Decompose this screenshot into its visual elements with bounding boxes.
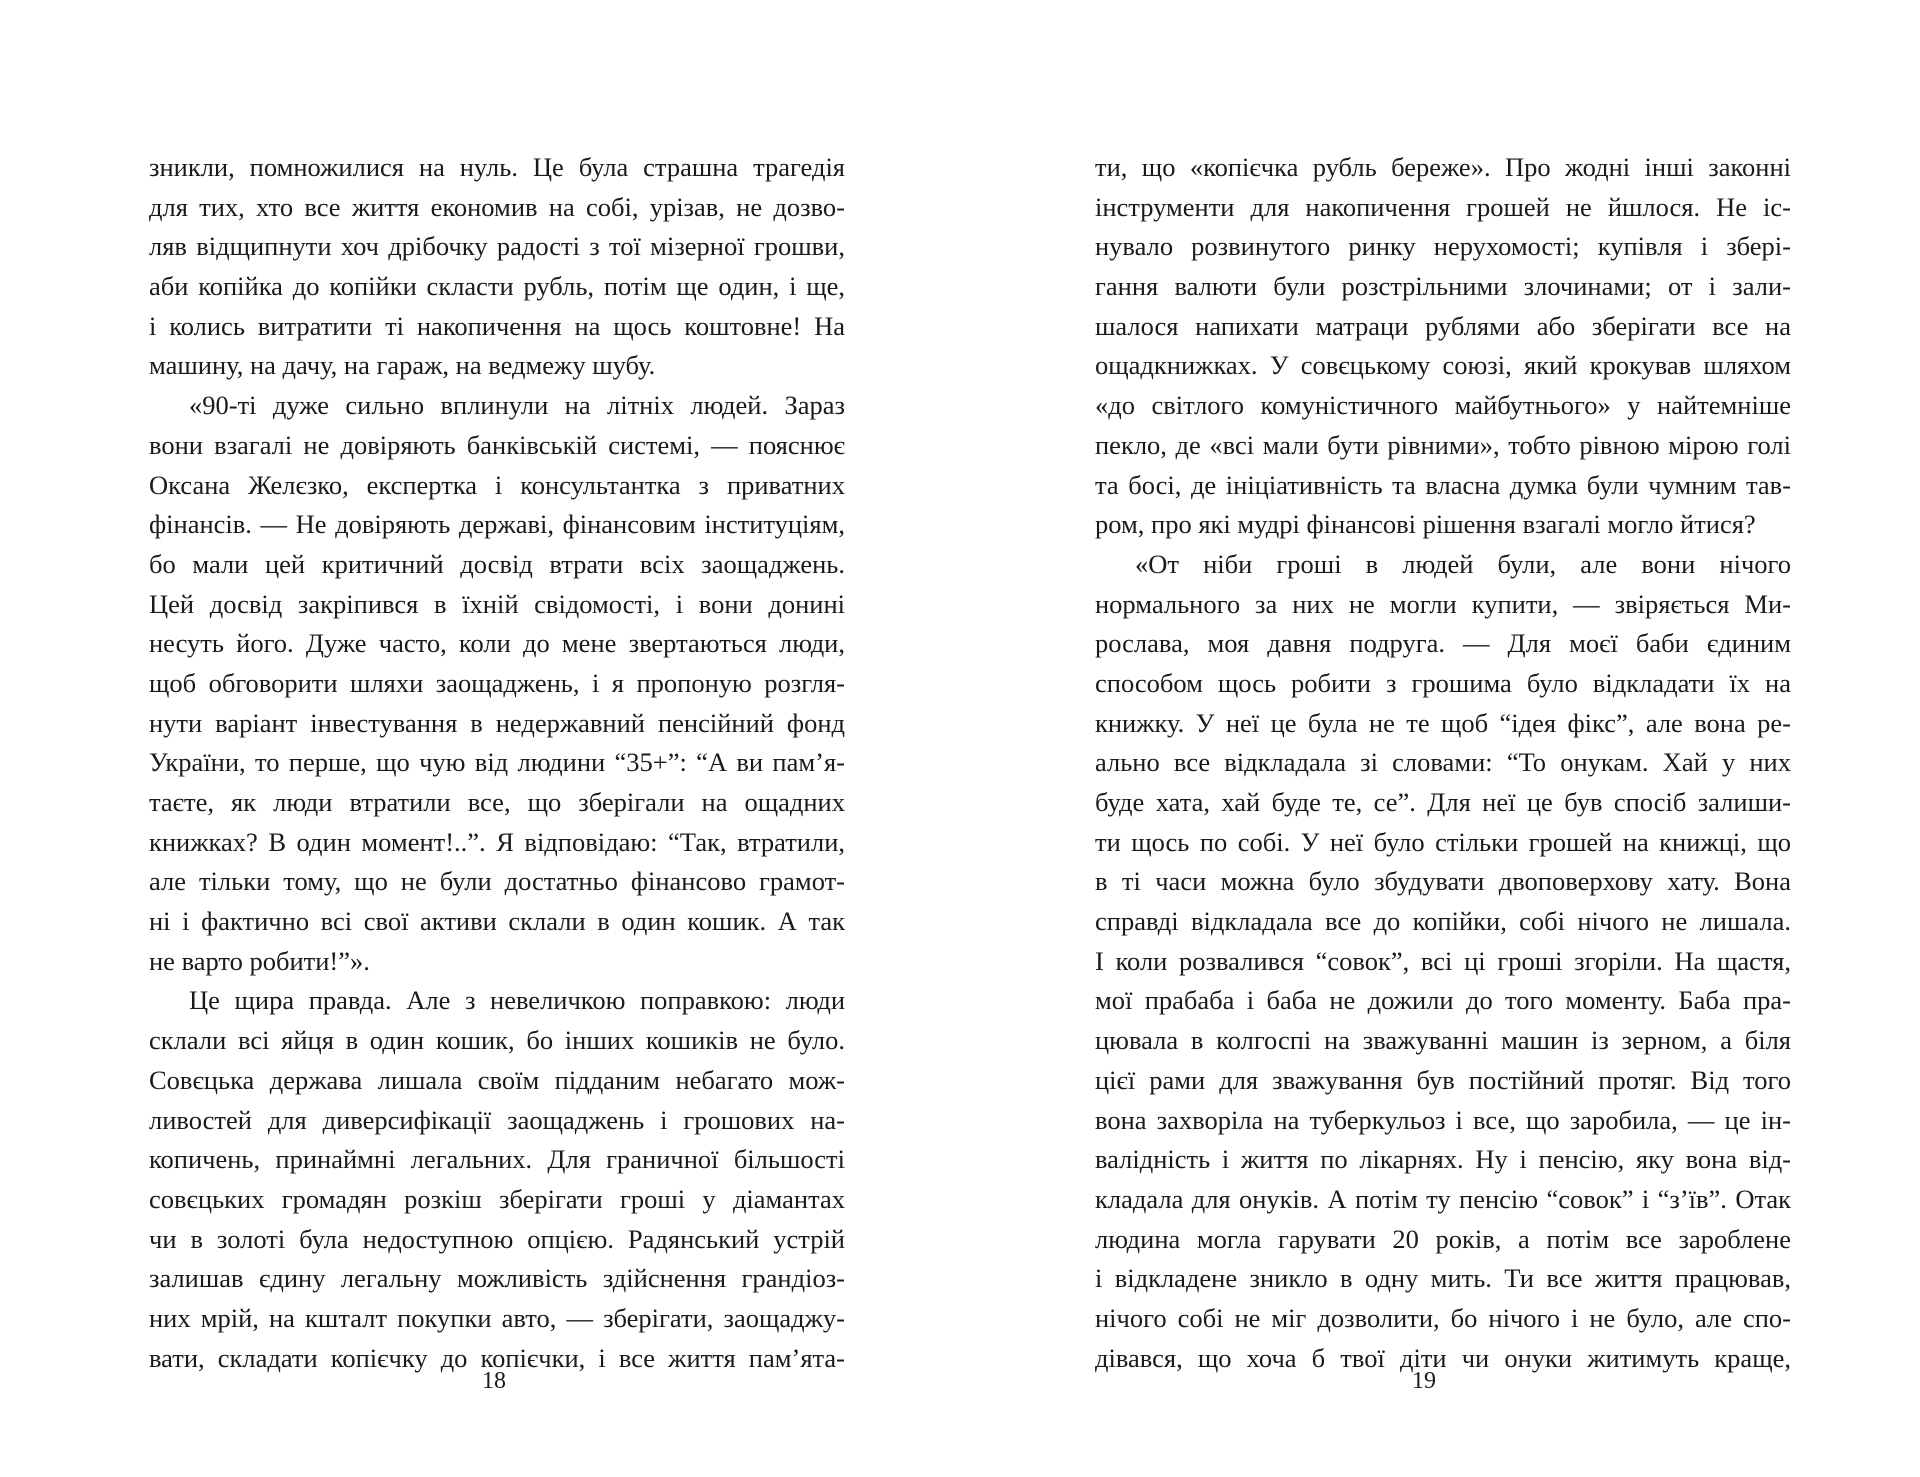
text-line: них мрій, на кшталт покупки авто, — зберігати, заощаджу- bbox=[149, 1302, 845, 1333]
text-line: машину, на дачу, на гараж, на ведмежу шубу. bbox=[149, 350, 656, 381]
text-line: ти щось по собі. У неї було стільки грошей на книжці, що bbox=[1095, 826, 1791, 857]
text-line: дівався, що хоча б твої діти чи онуки житимуть краще, bbox=[1095, 1342, 1791, 1373]
text-line: шалося напихати матраци рублями або зберігати все на bbox=[1095, 310, 1791, 341]
text-line: але тільки тому, що не були достатньо фінансово грамот- bbox=[149, 866, 845, 897]
text-line: пекло, де «всі мали бути рівними», тобто рівною мірою голі bbox=[1095, 429, 1791, 460]
text-line: І коли розвалився “совок”, всі ці гроші згоріли. На щастя, bbox=[1095, 945, 1791, 976]
text-line: України, то перше, що чую від людини “35+”: “А ви пам’я- bbox=[149, 747, 845, 778]
text-line: і колись витратити ті накопичення на щось коштовне! На bbox=[149, 310, 845, 341]
text-line: копичень, принаймні легальних. Для граничної більшості bbox=[149, 1144, 845, 1175]
text-line: кладала для онуків. А потім ту пенсію “совок” і “з’їв”. Отак bbox=[1095, 1183, 1791, 1214]
text-line: мої прабаба і баба не дожили до того моменту. Баба пра- bbox=[1095, 985, 1791, 1016]
page-number: 19 bbox=[1412, 1368, 1436, 1394]
text-line: не варто робити!”». bbox=[149, 945, 370, 976]
text-line: вати, складати копієчку до копієчки, і все життя пам’ята- bbox=[149, 1342, 845, 1373]
text-line: справді відкладала все до копійки, собі нічого не лишала. bbox=[1095, 906, 1791, 937]
text-line: в ті часи можна було збудувати двоповерхову хату. Вона bbox=[1095, 866, 1791, 897]
text-line: «От ніби гроші в людей були, але вони нічого bbox=[1135, 548, 1791, 579]
text-line: та босі, де ініціативність та власна думка були чумним тав- bbox=[1095, 469, 1791, 500]
text-line: людина могла гарувати 20 років, а потім все зароблене bbox=[1095, 1223, 1791, 1254]
text-line: нічого собі не міг дозволити, бо нічого і не було, але спо- bbox=[1095, 1302, 1791, 1333]
text-line: валідність і життя по лікарнях. Ну і пенсію, яку вона від- bbox=[1095, 1144, 1791, 1175]
text-line: нути варіант інвестування в недержавний пенсійний фонд bbox=[149, 707, 845, 738]
text-line: Це щира правда. Але з невеличкою поправкою: люди bbox=[189, 985, 845, 1016]
text-line: інструменти для накопичення грошей не йшлося. Не іс- bbox=[1095, 191, 1791, 222]
text-line: аби копійка до копійки скласти рубль, потім ще один, і ще, bbox=[149, 271, 845, 302]
text-line: гання валюти були розстрільними злочинами; от і зали- bbox=[1095, 271, 1791, 302]
text-line: Цей досвід закріпився в їхній свідомості, і вони донині bbox=[149, 588, 845, 619]
text-line: ляв відщипнути хоч дрібочку радості з тої мізерної грошви, bbox=[149, 231, 845, 262]
text-line: ощадкнижках. У совєцькому союзі, який крокував шляхом bbox=[1095, 350, 1791, 381]
text-line: щоб обговорити шляхи заощаджень, і я пропоную розгля- bbox=[149, 667, 845, 698]
text-line: совєцьких громадян розкіш зберігати гроші у діамантах bbox=[149, 1183, 845, 1214]
text-line: бо мали цей критичний досвід втрати всіх заощаджень. bbox=[149, 548, 845, 579]
text-line: ти, що «копієчка рубль береже». Про жодні інші законні bbox=[1095, 152, 1791, 182]
text-line: нормального за них не могли купити, — звіряється Ми- bbox=[1095, 588, 1791, 619]
text-line: книжку. У неї це була не те щоб “ідея фікс”, але вона ре- bbox=[1095, 707, 1791, 738]
text-line: Оксана Желєзко, експертка і консультантка з приватних bbox=[149, 469, 845, 500]
text-line: несуть його. Дуже часто, коли до мене звертаються люди, bbox=[149, 628, 845, 659]
right-page bbox=[960, 0, 1920, 1477]
text-line: склали всі яйця в один кошик, бо інших кошиків не було. bbox=[149, 1025, 845, 1056]
text-line: способом щось робити з грошима було відкладати їх на bbox=[1095, 667, 1791, 698]
text-line: «90-ті дуже сильно вплинули на літніх людей. Зараз bbox=[189, 390, 845, 421]
page-text bbox=[149, 148, 845, 1378]
text-line: вона захворіла на туберкульоз і все, що заробила, — це ін- bbox=[1095, 1104, 1791, 1135]
text-line: ром, про які мудрі фінансові рішення взагалі могло йтися? bbox=[1095, 509, 1756, 540]
text-line: фінансів. — Не довіряють державі, фінансовим інституціям, bbox=[149, 509, 845, 540]
text-line: і відкладене зникло в одну мить. Ти все життя працював, bbox=[1095, 1263, 1791, 1294]
text-line: ні і фактично всі свої активи склали в один кошик. А так bbox=[149, 906, 845, 937]
text-line: «до світлого комуністичного майбутнього» у найтемніше bbox=[1095, 390, 1791, 421]
text-line: рослава, моя давня подруга. — Для моєї баби єдиним bbox=[1095, 628, 1791, 659]
page-number: 18 bbox=[482, 1368, 506, 1394]
text-line: чи в золоті була недоступною опцією. Радянський устрій bbox=[149, 1223, 845, 1254]
text-line: книжках? В один момент!..”. Я відповідаю: “Так, втратили, bbox=[149, 826, 845, 857]
text-line: цієї рами для зважування був постійний протяг. Від того bbox=[1095, 1064, 1791, 1095]
text-line: Совєцька держава лишала своїм підданим небагато мож- bbox=[149, 1064, 845, 1095]
text-line: нувало розвинутого ринку нерухомості; купівля і зберi- bbox=[1095, 231, 1791, 262]
page-text bbox=[1095, 148, 1791, 1378]
text-line: буде хата, хай буде те, се”. Для неї це був спосіб залиши- bbox=[1095, 787, 1791, 817]
text-line: ливостей для диверсифікації заощаджень і грошових на- bbox=[149, 1104, 845, 1135]
text-line: зникли, помножилися на нуль. Це була страшна трагедія bbox=[149, 152, 845, 182]
text-line: таєте, як люди втратили все, що зберігали на ощадних bbox=[149, 787, 845, 817]
text-line: цювала в колгоспі на зважуванні машин із зерном, а біля bbox=[1095, 1025, 1791, 1056]
text-line: вони взагалі не довіряють банківській системі, — пояснює bbox=[149, 429, 845, 460]
text-line: залишав єдину легальну можливість здійснення грандіоз- bbox=[149, 1263, 845, 1294]
text-line: для тих, хто все життя економив на собі, урізав, не дозво- bbox=[149, 191, 845, 222]
text-line: ально все відкладала зі словами: “То онукам. Хай у них bbox=[1095, 747, 1791, 778]
